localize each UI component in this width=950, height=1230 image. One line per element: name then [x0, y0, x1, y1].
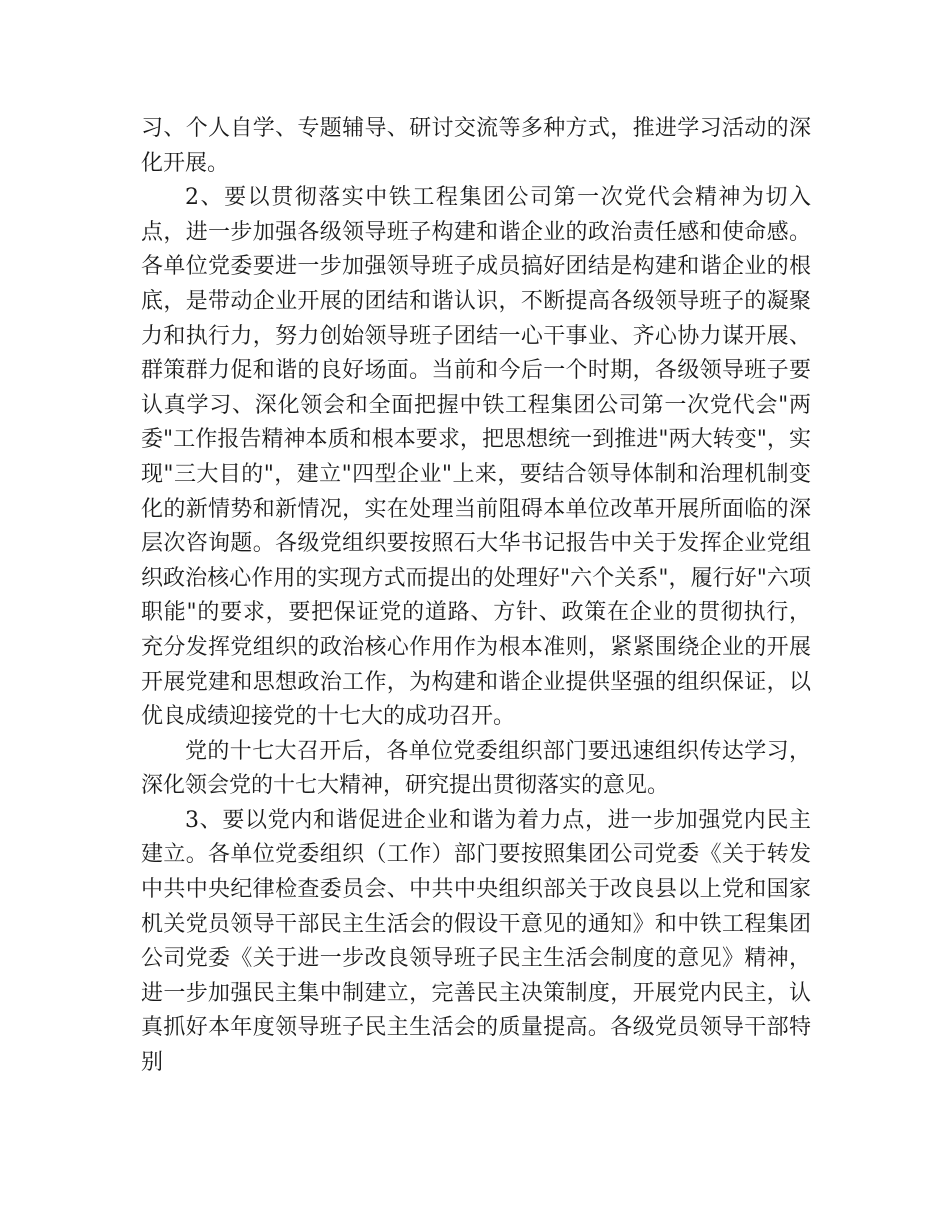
paragraph-item-2: 2、要以贯彻落实中铁工程集团公司第一次党代会精神为切入点，进一步加强各级领导班子构建和谐企业的政治责任感和使命感。各单位党委要进一步加强领导班子成员搞好团结是构建和谐企业的根底，是带动企业开展的团结和谐认识，不断提高各级领导班子的凝聚力和执行力，努力创始领导班子团结一心干事业、齐心协力谋开展、群策群力促和谐的良好场面。当前和今后一个时期，各级领导班子要认真学习、深化领会和全面把握中铁工程集团公司第一次党代会"两委"工作报告精神本质和根本要求，把思想统一到推进"两大转变"，实现"三大目的"，建立"四型企业"上来，要结合领导体制和治理机制变化的新情势和新情况，实在处理当前阻碍本单位改革开展所面临的深层次咨询题。各级党组织要按照石大华书记报告中关于发挥企业党组织政治核心作用的实现方式而提出的处理好"六个关系"，履行好"六项职能"的要求，要把保证党的道路、方针、政策在企业的贯彻执行，充分发挥党组织的政治核心作用作为根本准则，紧紧围绕企业的开展开展党建和思想政治工作，为构建和谐企业提供坚强的组织保证，以优良成绩迎接党的十七大的成功召开。: [141, 185, 811, 730]
paragraph-congress-followup: 党的十七大召开后，各单位党委组织部门要迅速组织传达学习，深化领会党的十七大精神，研究提出贯彻落实的意见。: [141, 738, 811, 799]
paragraph-continuation: 习、个人自学、专题辅导、研讨交流等多种方式，推进学习活动的深化开展。: [141, 116, 811, 176]
paragraph-item-3: 3、要以党内和谐促进企业和谐为着力点，进一步加强党内民主建立。各单位党委组织（工作）部门要按照集团公司党委《关于转发中共中央纪律检查委员会、中共中央组织部关于改良县以上党和国家机关党员领导干部民主生活会的假设干意见的通知》和中铁工程集团公司党委《关于进一步改良领导班子民主生活会制度的意见》精神，进一步加强民主集中制建立，完善民主决策制度，开展党内民主，认真抓好本年度领导班子民主生活会的质量提高。各级党员领导干部特别: [141, 807, 811, 1076]
document-body: [141, 112, 811, 1081]
